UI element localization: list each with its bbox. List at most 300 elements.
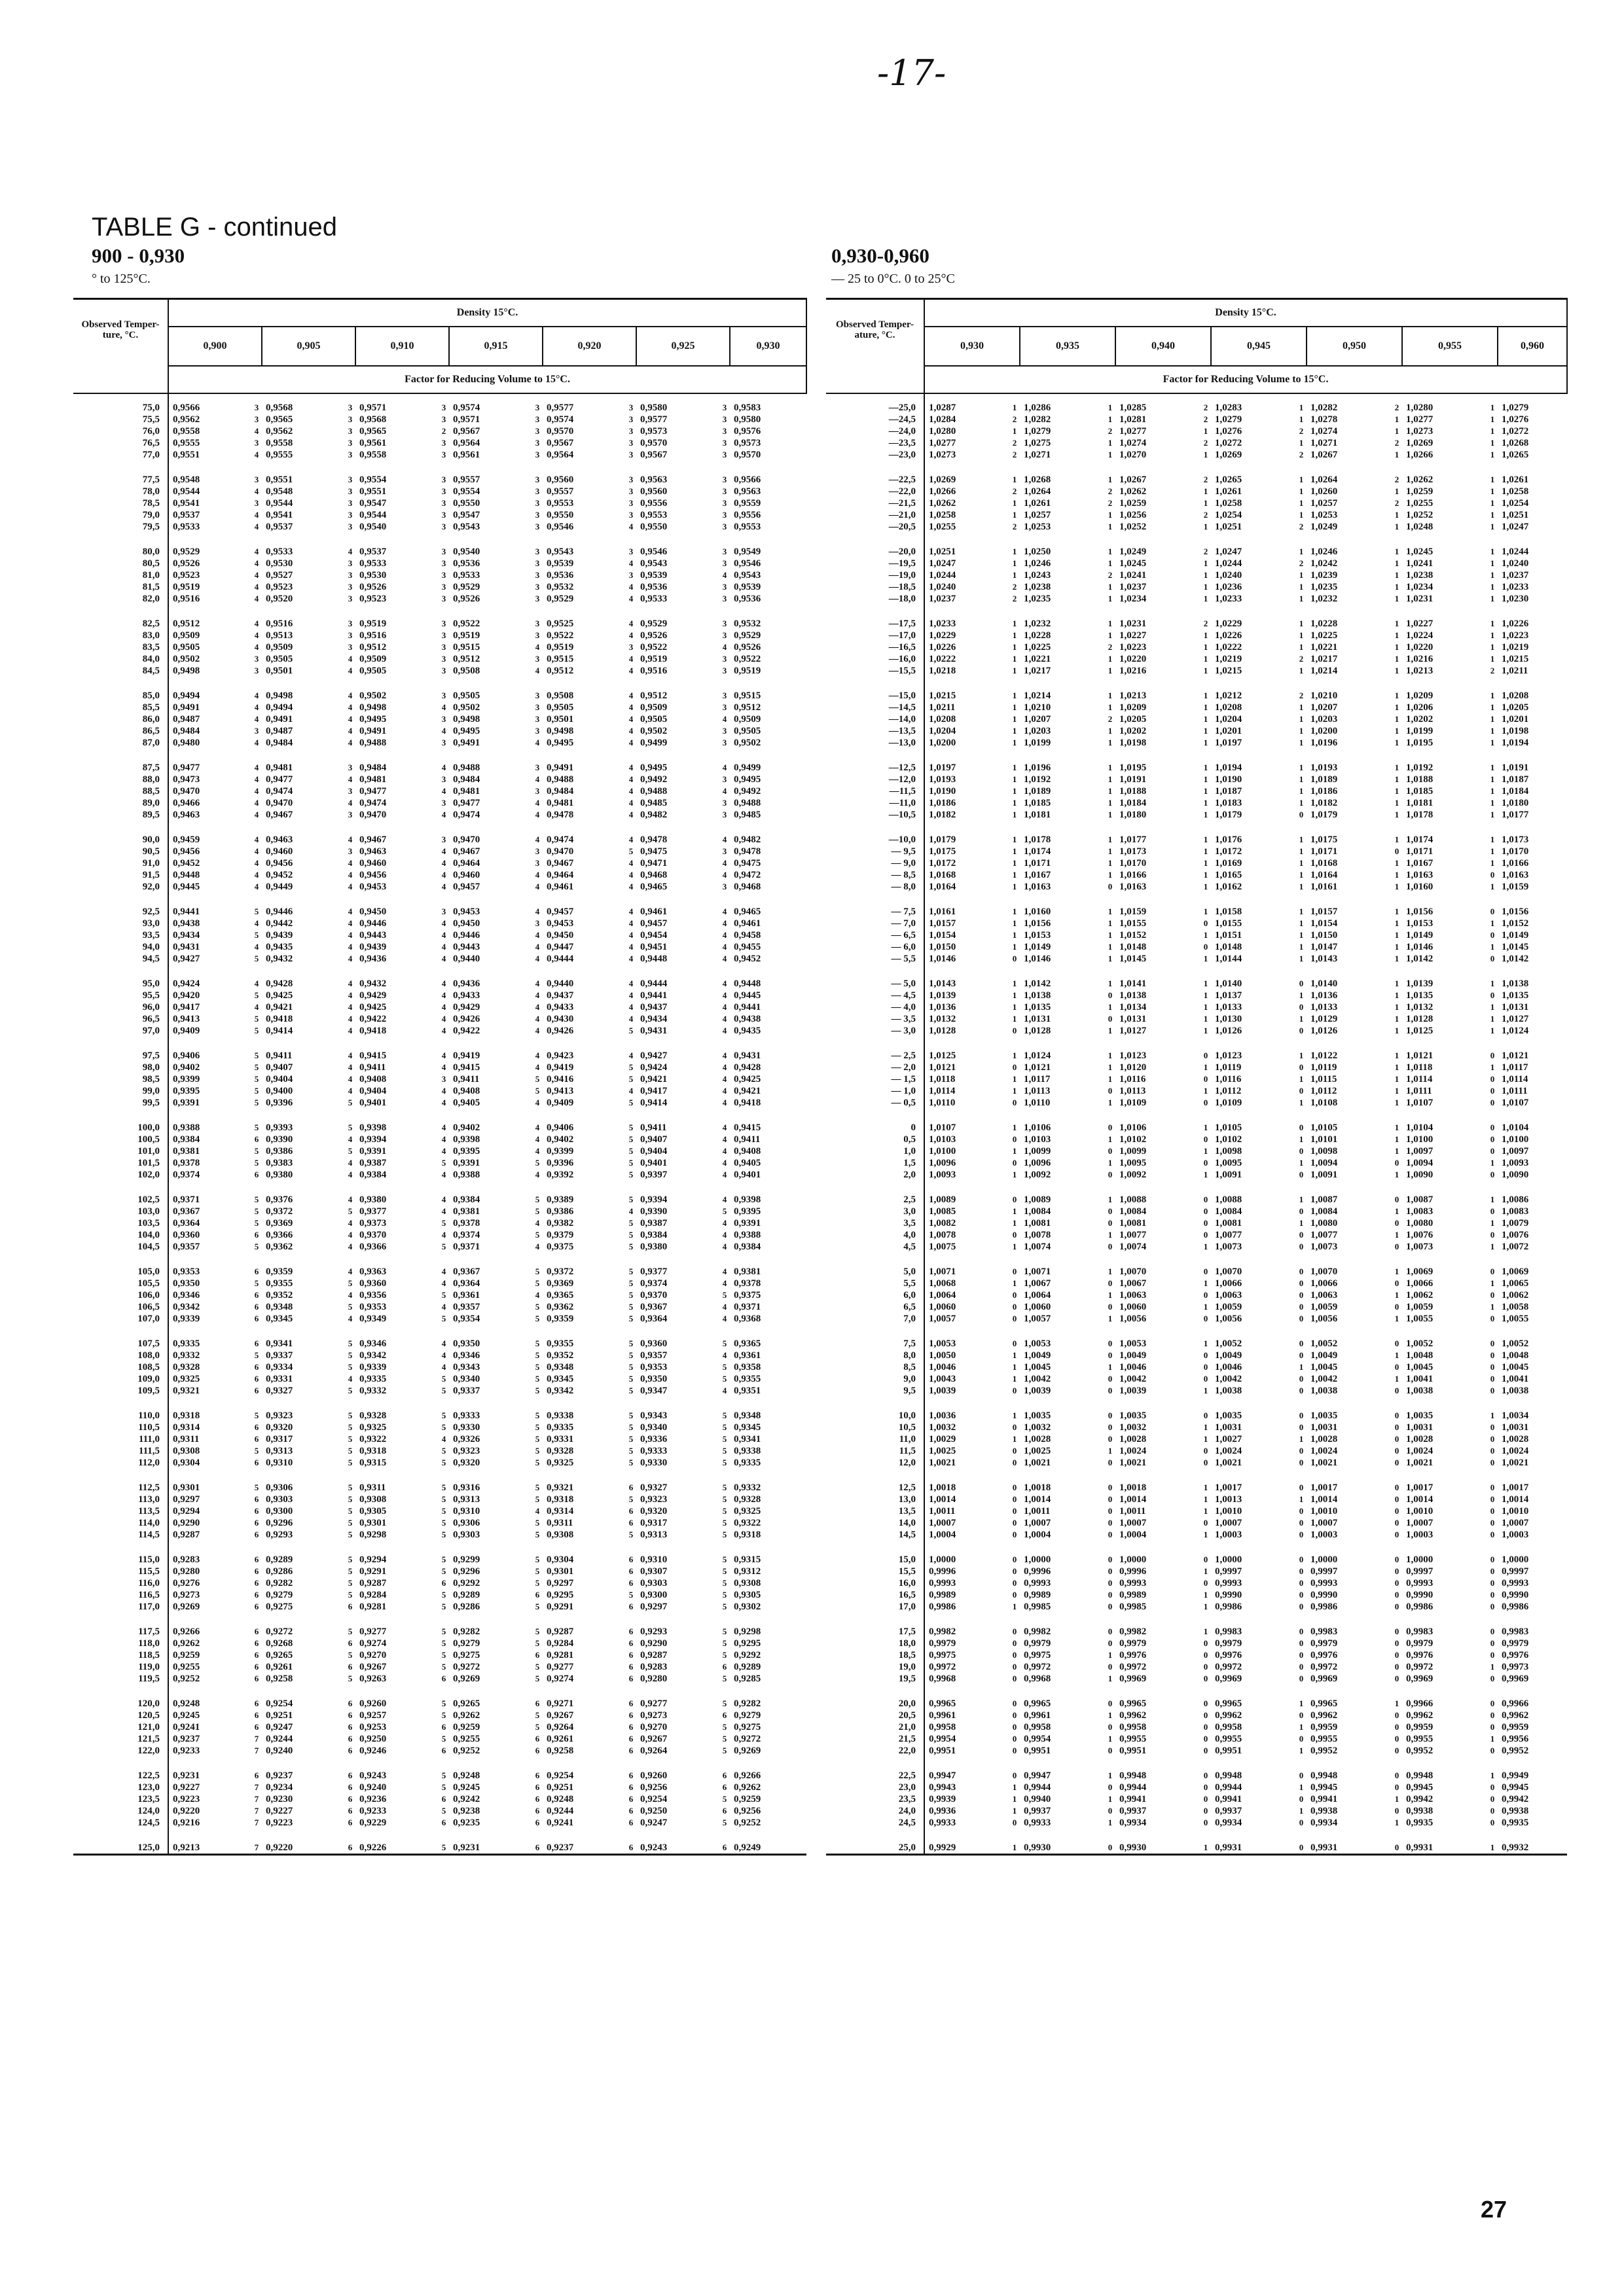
factor-cell: 1,0167 xyxy=(1024,870,1051,880)
gap-cell xyxy=(73,1397,168,1410)
difference-cell: 1 xyxy=(1012,918,1017,928)
difference-cell: 7 xyxy=(254,1794,259,1804)
group-gap xyxy=(73,821,806,834)
factor-cell: 1,0232 xyxy=(1310,594,1338,604)
difference-cell: 6 xyxy=(254,1710,259,1720)
table-row xyxy=(826,521,1567,533)
difference-cell: 1 xyxy=(1203,858,1208,868)
difference-cell: 1 xyxy=(1299,1434,1304,1444)
factor-cell: 1,0192 xyxy=(1024,774,1051,785)
factor-cell: 0,9377 xyxy=(359,1206,387,1217)
difference-cell: 4 xyxy=(348,1026,353,1035)
temperature-cell: 105,5 xyxy=(73,1278,168,1289)
difference-cell: 1 xyxy=(1203,738,1208,747)
table-row xyxy=(826,1422,1567,1433)
factor-cell: 1,0000 xyxy=(1119,1554,1147,1565)
difference-cell: 0 xyxy=(1299,1794,1304,1804)
factor-cell: 0,9962 xyxy=(1502,1710,1529,1721)
difference-cell: 0 xyxy=(1490,1314,1495,1323)
difference-cell: 3 xyxy=(348,630,353,640)
difference-cell: 4 xyxy=(348,870,353,880)
factor-cell: 0,9948 xyxy=(1310,1770,1338,1781)
factor-cell: 1,0225 xyxy=(1024,642,1051,653)
factor-cell: 0,9508 xyxy=(453,666,480,676)
factor-cell: 0,9370 xyxy=(640,1290,668,1300)
difference-cell: 5 xyxy=(535,1206,540,1216)
difference-cell: 1 xyxy=(1012,762,1017,772)
temperature-cell: 85,5 xyxy=(73,702,168,713)
factor-cell: 1,0063 xyxy=(1310,1290,1338,1300)
factor-cell: 1,0244 xyxy=(929,570,956,581)
difference-cell: 0 xyxy=(1203,1074,1208,1084)
difference-cell: 6 xyxy=(254,1494,259,1504)
difference-cell: 4 xyxy=(722,1170,727,1179)
factor-cell: 0,9937 xyxy=(1024,1806,1051,1816)
factor-cell: 1,0180 xyxy=(1502,798,1529,808)
temperature-cell: 21,0 xyxy=(826,1721,924,1733)
factor-cell: 0,9248 xyxy=(173,1698,200,1709)
difference-cell: 4 xyxy=(254,570,259,580)
difference-cell: 0 xyxy=(1203,1710,1208,1720)
factor-cell: 0,9495 xyxy=(640,762,668,773)
factor-cell: 0,9360 xyxy=(359,1278,387,1289)
difference-cell: 5 xyxy=(722,1734,727,1744)
factor-cell: 1,0086 xyxy=(1502,1194,1529,1205)
factor-cell: 1,0084 xyxy=(1024,1206,1051,1217)
factor-cell: 0,9934 xyxy=(1310,1818,1338,1828)
factor-cell: 0,9997 xyxy=(1406,1566,1434,1577)
factor-cell: 1,0171 xyxy=(1406,846,1434,857)
difference-cell: 1 xyxy=(1108,1266,1113,1276)
table-row xyxy=(73,737,806,749)
factor-cell: 1,0081 xyxy=(1024,1218,1051,1229)
factor-cell: 1,0102 xyxy=(1215,1134,1242,1145)
difference-cell: 5 xyxy=(348,1338,353,1348)
factor-cell: 0,9573 xyxy=(640,426,668,437)
factor-cell: 1,0095 xyxy=(1215,1158,1242,1168)
difference-cell: 0 xyxy=(1490,1098,1495,1107)
difference-cell: 5 xyxy=(441,1626,446,1636)
difference-cell: 0 xyxy=(1299,1242,1304,1251)
factor-cell: 1,0251 xyxy=(1502,510,1529,520)
difference-cell: 2 xyxy=(1299,522,1304,531)
factor-cell: 0,9478 xyxy=(640,834,668,845)
factor-cell: 0,9544 xyxy=(266,498,293,509)
factor-cell: 0,9979 xyxy=(1406,1638,1434,1649)
difference-cell: 4 xyxy=(348,834,353,844)
table-row xyxy=(73,1013,806,1025)
difference-cell: 5 xyxy=(254,1350,259,1360)
difference-cell: 5 xyxy=(628,1122,634,1132)
difference-cell: 1 xyxy=(1490,582,1495,592)
factor-cell: 1,0197 xyxy=(929,762,956,773)
difference-cell: 4 xyxy=(254,582,259,592)
table-row xyxy=(826,1073,1567,1085)
difference-cell: 1 xyxy=(1299,403,1304,412)
difference-cell: 1 xyxy=(1490,498,1495,508)
difference-cell: 0 xyxy=(1012,1590,1017,1600)
difference-cell: 4 xyxy=(254,714,259,724)
difference-cell: 5 xyxy=(348,1506,353,1516)
table-row xyxy=(826,1566,1567,1577)
difference-cell: 0 xyxy=(1394,1242,1399,1251)
factor-cell: 1,0185 xyxy=(1406,786,1434,797)
factor-cell: 1,0195 xyxy=(1406,738,1434,748)
factor-cell: 1,0222 xyxy=(1215,642,1242,653)
factor-cell: 0,9355 xyxy=(266,1278,293,1289)
table-row xyxy=(826,1338,1567,1350)
factor-cell: 0,9402 xyxy=(453,1122,480,1133)
temperature-cell: 89,0 xyxy=(73,797,168,809)
difference-cell: 4 xyxy=(254,558,259,568)
table-row xyxy=(826,1673,1567,1685)
factor-cell: 0,9284 xyxy=(359,1590,387,1600)
difference-cell: 5 xyxy=(348,1386,353,1395)
difference-cell: 3 xyxy=(535,475,540,484)
difference-cell: 1 xyxy=(1490,858,1495,868)
table-row xyxy=(73,1626,806,1638)
temperature-cell: 102,0 xyxy=(73,1169,168,1181)
factor-cell: 1,0168 xyxy=(1310,858,1338,869)
difference-cell: 4 xyxy=(535,1134,540,1144)
difference-cell: 0 xyxy=(1490,1818,1495,1827)
difference-cell: 0 xyxy=(1012,1062,1017,1072)
difference-cell: 1 xyxy=(1012,1374,1017,1384)
factor-cell: 0,9965 xyxy=(1215,1698,1242,1709)
factor-cell: 0,9384 xyxy=(640,1230,668,1240)
factor-cell: 0,9254 xyxy=(547,1770,574,1781)
difference-cell: 4 xyxy=(535,870,540,880)
difference-cell: 4 xyxy=(628,666,634,675)
factor-cell: 0,9342 xyxy=(173,1302,200,1312)
difference-cell: 5 xyxy=(535,1494,540,1504)
factor-cell: 0,9362 xyxy=(547,1302,574,1312)
difference-cell: 4 xyxy=(628,990,634,1000)
factor-cell: 1,0202 xyxy=(1406,714,1434,725)
factor-cell: 1,0066 xyxy=(1310,1278,1338,1289)
difference-cell: 3 xyxy=(722,691,727,700)
factor-cell: 0,9502 xyxy=(359,691,387,701)
factor-cell: 1,0184 xyxy=(1502,786,1529,797)
factor-cell: 1,0215 xyxy=(929,691,956,701)
difference-cell: 1 xyxy=(1203,930,1208,940)
factor-cell: 0,9297 xyxy=(173,1494,200,1505)
difference-cell: 1 xyxy=(1490,1662,1495,1672)
gap-cell xyxy=(168,461,806,474)
factor-cell: 0,9328 xyxy=(547,1446,574,1456)
group-gap xyxy=(826,461,1567,474)
difference-cell: 5 xyxy=(441,1566,446,1576)
factor-cell: 0,9965 xyxy=(1119,1698,1147,1709)
factor-cell: 1,0228 xyxy=(1310,619,1338,629)
factor-cell: 0,9553 xyxy=(734,522,761,532)
gap-cell xyxy=(924,1541,1567,1554)
factor-cell: 0,9941 xyxy=(1215,1794,1242,1804)
difference-cell: 2 xyxy=(1203,510,1208,520)
factor-cell: 0,9961 xyxy=(1024,1710,1051,1721)
group-gap xyxy=(826,605,1567,618)
factor-cell: 1,0148 xyxy=(1215,942,1242,952)
factor-cell: 0,9247 xyxy=(640,1818,668,1828)
table-row xyxy=(73,1266,806,1278)
table-row xyxy=(73,1217,806,1229)
factor-cell: 1,0131 xyxy=(1024,1014,1051,1024)
factor-cell: 1,0007 xyxy=(1215,1518,1242,1528)
factor-cell: 1,0121 xyxy=(1406,1050,1434,1061)
factor-cell: 0,9325 xyxy=(547,1458,574,1468)
factor-cell: 0,9556 xyxy=(640,498,668,509)
difference-cell: 6 xyxy=(722,1806,727,1816)
table-row xyxy=(73,1025,806,1037)
temperature-cell: 75,0 xyxy=(73,402,168,414)
table-row xyxy=(73,1661,806,1673)
factor-cell: 0,9526 xyxy=(734,642,761,653)
factor-cell: 0,9223 xyxy=(266,1818,293,1828)
factor-cell: 1,0261 xyxy=(1024,498,1051,509)
density-col-header: 0,900 xyxy=(168,327,262,366)
difference-cell: 3 xyxy=(535,547,540,556)
factor-cell: 1,0169 xyxy=(1215,858,1242,869)
factor-cell: 1,0087 xyxy=(1310,1194,1338,1205)
difference-cell: 0 xyxy=(1299,1146,1304,1156)
factor-cell: 0,9286 xyxy=(266,1566,293,1577)
difference-cell: 6 xyxy=(722,1662,727,1672)
difference-cell: 1 xyxy=(1299,954,1304,963)
table-row xyxy=(73,1385,806,1397)
factor-cell: 0,9470 xyxy=(453,834,480,845)
factor-cell: 0,9276 xyxy=(173,1578,200,1588)
group-gap xyxy=(826,1325,1567,1338)
difference-cell: 4 xyxy=(722,1314,727,1323)
factor-cell: 0,9373 xyxy=(359,1218,387,1229)
factor-cell: 0,9478 xyxy=(547,810,574,820)
factor-cell: 1,0021 xyxy=(1119,1458,1147,1468)
factor-cell: 1,0250 xyxy=(1024,547,1051,557)
temperature-cell: 91,5 xyxy=(73,869,168,881)
factor-cell: 0,9438 xyxy=(173,918,200,929)
difference-cell: 0 xyxy=(1394,1806,1399,1816)
difference-cell: 5 xyxy=(628,1530,634,1539)
difference-cell: 5 xyxy=(439,1842,449,1855)
factor-cell: 1,0205 xyxy=(1502,702,1529,713)
difference-cell: 1 xyxy=(1299,1158,1304,1168)
factor-cell: 0,9938 xyxy=(1310,1806,1338,1816)
factor-cell: 0,9279 xyxy=(734,1710,761,1721)
difference-cell: 2 xyxy=(1299,654,1304,664)
factor-cell: 1,0135 xyxy=(1406,990,1434,1001)
difference-cell: 4 xyxy=(441,930,446,940)
factor-cell: 1,0199 xyxy=(1406,726,1434,736)
factor-cell: 0,9954 xyxy=(1024,1734,1051,1744)
difference-cell: 1 xyxy=(1299,1362,1304,1372)
difference-cell: 5 xyxy=(628,1494,634,1504)
factor-cell: 0,9526 xyxy=(173,558,200,569)
factor-cell: 0,9930 xyxy=(1115,1842,1200,1855)
difference-cell: 4 xyxy=(348,1266,353,1276)
factor-cell: 0,9322 xyxy=(734,1518,761,1528)
factor-cell: 1,0265 xyxy=(1502,450,1529,460)
table-row xyxy=(826,1433,1567,1445)
table-row xyxy=(826,1134,1567,1145)
factor-cell: 0,9390 xyxy=(640,1206,668,1217)
factor-cell: 0,9328 xyxy=(734,1494,761,1505)
difference-cell: 0 xyxy=(1490,1722,1495,1732)
factor-cell: 0,9302 xyxy=(734,1602,761,1612)
difference-cell: 0 xyxy=(1490,1518,1495,1528)
difference-cell: 0 xyxy=(1012,1722,1017,1732)
factor-cell: 0,9229 xyxy=(359,1818,387,1828)
factor-cell: 1,0144 xyxy=(1215,954,1242,964)
difference-cell: 3 xyxy=(441,774,446,784)
factor-cell: 1,0249 xyxy=(1310,522,1338,532)
difference-cell: 0 xyxy=(1108,1218,1113,1228)
difference-cell: 1 xyxy=(1012,774,1017,784)
factor-cell: 0,9298 xyxy=(359,1530,387,1540)
factor-cell: 0,9539 xyxy=(734,582,761,592)
difference-cell: 1 xyxy=(1203,666,1208,675)
factor-cell: 1,0213 xyxy=(1406,666,1434,676)
difference-cell: 5 xyxy=(441,1590,446,1600)
difference-cell: 0 xyxy=(1299,1122,1304,1132)
factor-cell: 1,0032 xyxy=(1119,1422,1147,1433)
difference-cell: 0 xyxy=(1299,1566,1304,1576)
difference-cell: 4 xyxy=(535,1242,540,1251)
factor-cell: 1,0035 xyxy=(1119,1410,1147,1421)
difference-cell: 0 xyxy=(1490,1746,1495,1755)
difference-cell: 1 xyxy=(1394,426,1399,436)
difference-cell: 3 xyxy=(535,426,540,436)
factor-cell: 1,0179 xyxy=(1310,810,1338,820)
factor-cell: 1,0007 xyxy=(1119,1518,1147,1528)
factor-cell: 0,9267 xyxy=(547,1710,574,1721)
factor-cell: 0,9509 xyxy=(359,654,387,664)
group-gap xyxy=(826,1469,1567,1482)
difference-cell: 1 xyxy=(1394,1146,1399,1156)
factor-cell: 0,9411 xyxy=(453,1074,480,1085)
factor-cell: 0,9546 xyxy=(547,522,574,532)
difference-cell: 1 xyxy=(1012,870,1017,880)
difference-cell: 1 xyxy=(1394,666,1399,675)
factor-cell: 0,9408 xyxy=(453,1086,480,1096)
gap-cell xyxy=(168,749,806,762)
difference-cell: 0 xyxy=(1108,1746,1113,1755)
factor-cell: 1,0155 xyxy=(1215,918,1242,929)
factor-cell: 1,0173 xyxy=(1502,834,1529,845)
factor-cell: 0,9341 xyxy=(734,1434,761,1444)
difference-cell: 0 xyxy=(1299,1710,1304,1720)
gap-cell xyxy=(168,893,806,906)
temperature-cell: —19,5 xyxy=(826,558,924,569)
factor-cell: 0,9993 xyxy=(1024,1578,1051,1588)
factor-cell: 0,9949 xyxy=(1502,1770,1529,1781)
factor-cell: 0,9292 xyxy=(734,1650,761,1660)
factor-cell: 0,9337 xyxy=(266,1350,293,1361)
difference-cell: 4 xyxy=(348,1374,353,1384)
difference-cell: 0 xyxy=(1203,1050,1208,1060)
difference-cell: 1 xyxy=(1299,594,1304,603)
difference-cell: 4 xyxy=(722,1146,727,1156)
difference-cell: 3 xyxy=(535,582,540,592)
factor-cell: 0,9958 xyxy=(1119,1722,1147,1732)
factor-cell: 0,9357 xyxy=(453,1302,480,1312)
difference-cell: 4 xyxy=(722,1002,727,1012)
difference-cell: 0 xyxy=(1299,978,1304,988)
factor-cell: 0,9423 xyxy=(547,1050,574,1061)
factor-cell: 0,9966 xyxy=(1502,1698,1529,1709)
factor-cell: 1,0097 xyxy=(1502,1146,1529,1157)
factor-cell: 1,0060 xyxy=(1024,1302,1051,1312)
factor-cell: 0,9413 xyxy=(173,1014,200,1024)
difference-cell: 1 xyxy=(1012,942,1017,952)
difference-cell: 1 xyxy=(1490,978,1495,988)
difference-cell: 0 xyxy=(1394,1722,1399,1732)
difference-cell: 5 xyxy=(535,1602,540,1611)
factor-cell: 0,9523 xyxy=(266,582,293,592)
factor-cell: 1,0007 xyxy=(1310,1518,1338,1528)
difference-cell: 1 xyxy=(1108,774,1113,784)
factor-cell: 1,0071 xyxy=(1024,1266,1051,1277)
factor-cell: 0,9241 xyxy=(173,1722,200,1732)
left-table-panel xyxy=(73,298,797,1856)
factor-cell: 0,9958 xyxy=(1215,1722,1242,1732)
difference-cell: 0 xyxy=(1299,1422,1304,1432)
factor-cell: 1,0105 xyxy=(1215,1122,1242,1133)
difference-cell: 1 xyxy=(1490,1734,1495,1744)
factor-cell: 0,9375 xyxy=(734,1290,761,1300)
factor-cell: 0,9431 xyxy=(640,1026,668,1036)
gap-cell xyxy=(826,821,924,834)
factor-cell: 1,0277 xyxy=(929,438,956,448)
factor-cell: 1,0252 xyxy=(1406,510,1434,520)
difference-cell: 1 xyxy=(1299,1782,1304,1792)
factor-cell: 0,9230 xyxy=(266,1794,293,1804)
difference-cell: 0 xyxy=(1490,954,1495,963)
temperature-cell: 77,0 xyxy=(73,449,168,461)
gap-cell xyxy=(168,1397,806,1410)
difference-cell: 1 xyxy=(1012,1002,1017,1012)
difference-cell: 5 xyxy=(535,1158,540,1168)
temperature-cell: 21,5 xyxy=(826,1733,924,1745)
difference-cell: 5 xyxy=(628,1302,634,1312)
table-row xyxy=(73,1085,806,1097)
density-col-header: 0,955 xyxy=(1402,327,1498,366)
factor-cell: 0,9577 xyxy=(547,403,574,413)
temperature-cell: —14,0 xyxy=(826,713,924,725)
difference-cell: 3 xyxy=(348,426,353,436)
difference-cell: 2 xyxy=(1299,426,1304,436)
difference-cell: 0 xyxy=(1012,1386,1017,1395)
factor-cell: 0,9975 xyxy=(929,1650,956,1660)
factor-cell: 0,9450 xyxy=(359,906,387,917)
factor-cell: 1,0172 xyxy=(929,858,956,869)
factor-cell: 0,9284 xyxy=(547,1638,574,1649)
temperature-cell: 122,5 xyxy=(73,1770,168,1782)
factor-cell: 1,0195 xyxy=(1119,762,1147,773)
difference-cell: 2 xyxy=(1394,403,1399,412)
temperature-cell: 95,0 xyxy=(73,978,168,990)
table-row xyxy=(73,1338,806,1350)
factor-cell: 0,9342 xyxy=(359,1350,387,1361)
table-row xyxy=(826,1278,1567,1289)
difference-cell: 4 xyxy=(535,906,540,916)
factor-cell: 1,0233 xyxy=(1502,582,1529,592)
factor-cell: 0,9424 xyxy=(173,978,200,989)
difference-cell: 0 xyxy=(1108,1422,1113,1432)
table-row xyxy=(826,1733,1567,1745)
difference-cell: 5 xyxy=(628,1230,634,1240)
gap-cell xyxy=(168,677,806,690)
factor-cell: 1,0042 xyxy=(1119,1374,1147,1384)
